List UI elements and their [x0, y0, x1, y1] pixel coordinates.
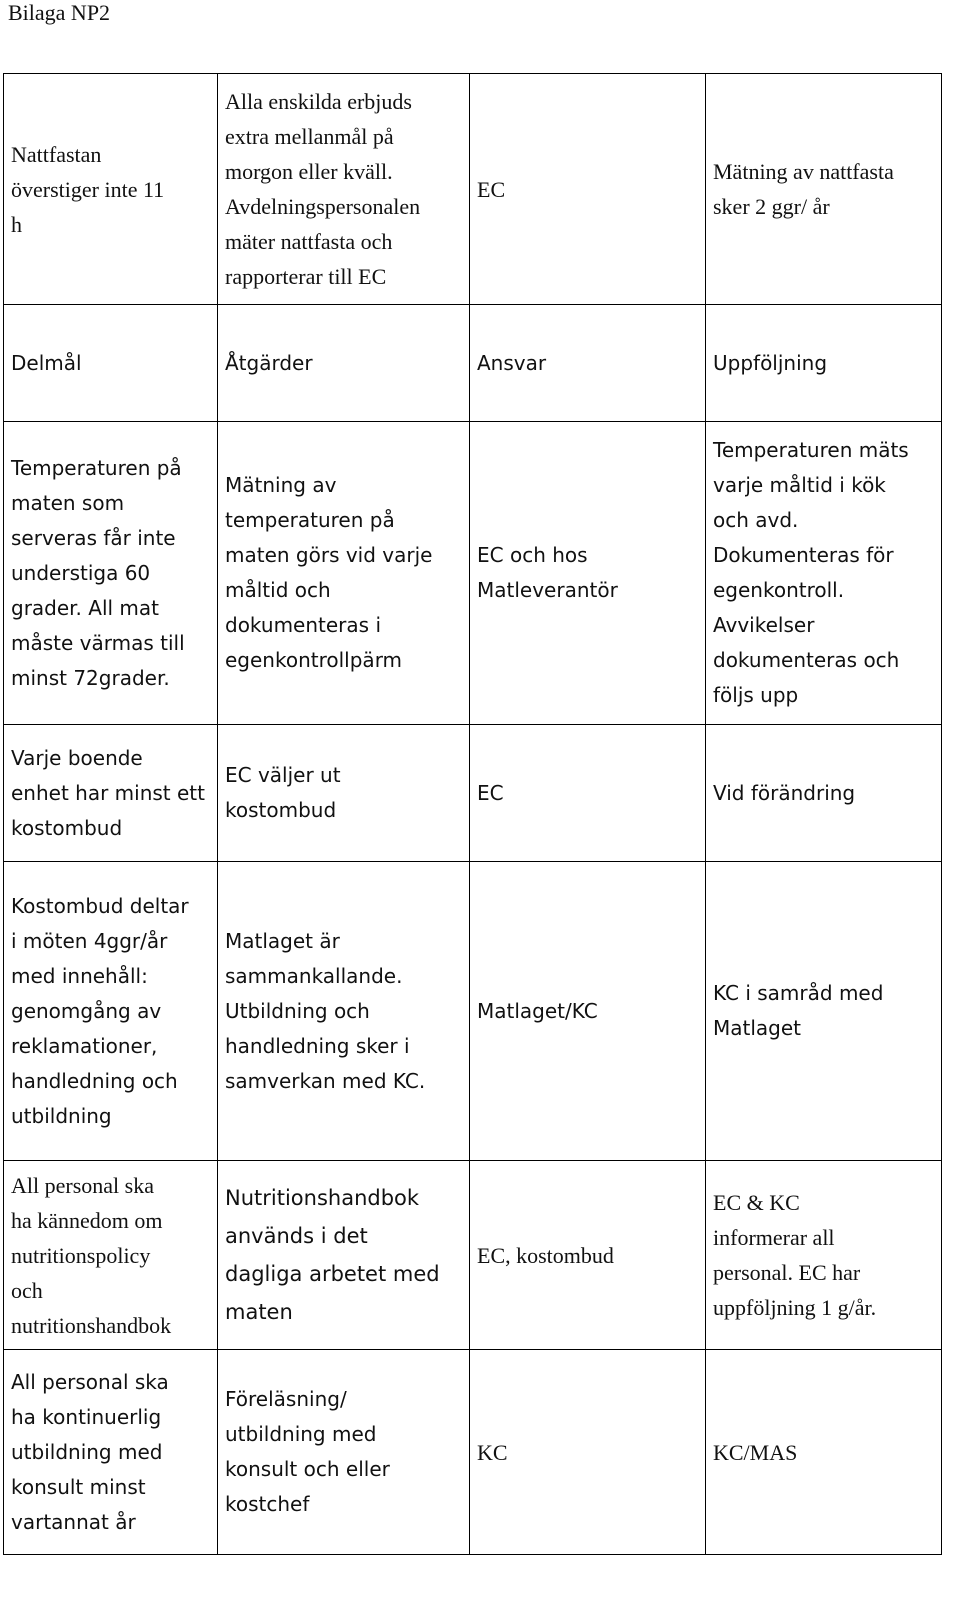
cell-ansvar: Matlaget/KC [470, 862, 706, 1161]
table-row [4, 74, 942, 305]
cell-ansvar: KC [470, 1350, 706, 1555]
column-header-uppfoljning: Uppföljning [706, 305, 942, 422]
cell-delmal: Nattfastan överstiger inte 11 h [4, 74, 218, 305]
cell-atgarder: Alla enskilda erbjuds extra mellanmål på morgon eller kväll. Avdelningspersonalen mäter nattfasta och rapporterar till EC [218, 74, 470, 305]
cell-delmal: Kostombud deltar i möten 4ggr/år med innehåll: genomgång av reklamationer, handledning och utbildning [4, 862, 218, 1161]
cell-uppfoljning: EC & KC informerar all personal. EC har uppföljning 1 g/år. [706, 1161, 942, 1350]
cell-delmal: Temperaturen på maten som serveras får inte understiga 60 grader. All mat måste värmas till minst 72grader. [4, 422, 218, 725]
column-header-delmal: Delmål [4, 305, 218, 422]
cell-atgarder: EC väljer ut kostombud [218, 725, 470, 862]
cell-ansvar: EC [470, 74, 706, 305]
cell-delmal: All personal ska ha kännedom om nutritionspolicy och nutritionshandbok [4, 1161, 218, 1350]
action-plan-table [3, 73, 942, 1555]
cell-delmal: Varje boende enhet har minst ett kostombud [4, 725, 218, 862]
cell-atgarder: Föreläsning/ utbildning med konsult och eller kostchef [218, 1350, 470, 1555]
cell-ansvar: EC och hos Matleverantör [470, 422, 706, 725]
column-header-ansvar: Ansvar [470, 305, 706, 422]
table-header-row [4, 305, 942, 422]
cell-atgarder: Nutritionshandbok används i det dagliga arbetet med maten [218, 1161, 470, 1350]
cell-delmal: All personal ska ha kontinuerlig utbildning med konsult minst vartannat år [4, 1350, 218, 1555]
table-row [4, 1350, 942, 1555]
cell-ansvar: EC, kostombud [470, 1161, 706, 1350]
cell-atgarder: Mätning av temperaturen på maten görs vid varje måltid och dokumenteras i egenkontrollpärm [218, 422, 470, 725]
table-row [4, 1161, 942, 1350]
table-row [4, 725, 942, 862]
cell-atgarder: Matlaget är sammankallande. Utbildning och handledning sker i samverkan med KC. [218, 862, 470, 1161]
document-header-label: Bilaga NP2 [8, 0, 111, 25]
cell-uppfoljning: Mätning av nattfasta sker 2 ggr/ år [706, 74, 942, 305]
cell-ansvar: EC [470, 725, 706, 862]
column-header-atgarder: Åtgärder [218, 305, 470, 422]
table-row [4, 862, 942, 1161]
cell-uppfoljning: KC/MAS [706, 1350, 942, 1555]
cell-uppfoljning: Vid förändring [706, 725, 942, 862]
cell-uppfoljning: Temperaturen mäts varje måltid i kök och avd. Dokumenteras för egenkontroll. Avvikelser dokumenteras och följs upp [706, 422, 942, 725]
table-row [4, 422, 942, 725]
cell-uppfoljning: KC i samråd med Matlaget [706, 862, 942, 1161]
